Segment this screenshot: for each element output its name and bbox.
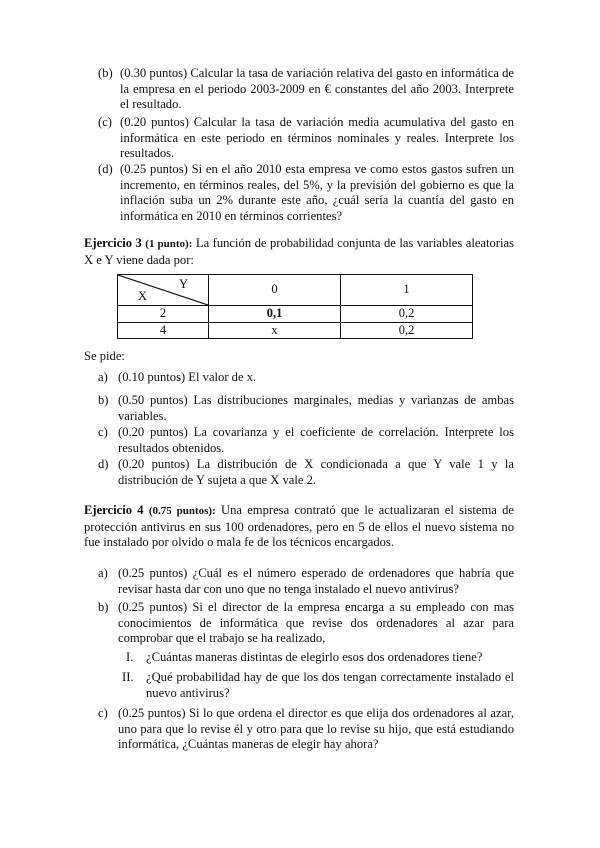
item-text: (0.25 puntos) ¿Cuál es el número esperado de ordenadores que habría que revisar hasta dar con uno que no tenga instalado el nuevo antivirus? [118,566,514,596]
ej3-item-c [98,425,514,456]
ej3-item-d [98,457,514,488]
ej3-item-b [98,393,514,424]
col-header-1: 1 [341,275,473,306]
table-row [118,322,473,339]
item-c-top [98,115,514,162]
ejercicio-4-intro [84,503,514,551]
item-label: a) [98,370,108,384]
cell-value: 0,2 [341,322,473,339]
item-label: d) [98,457,109,471]
item-label: (b) [98,66,113,80]
cell-value: 0,2 [341,306,473,323]
item-label: b) [98,600,109,614]
corner-x-label: X [138,288,148,303]
ejercicio-4-title: Ejercicio 4 [84,503,144,517]
item-label: (c) [98,115,112,129]
cell-value: x [209,322,341,339]
cell-value: 0,1 [209,306,341,323]
ej4-subitem-II [122,670,514,701]
subitem-label: II. [122,670,134,684]
item-text: (0.30 puntos) Calcular la tasa de variación relativa del gasto en informática de la empresa en el periodo 2003-2009 en € constantes del año 2003. Interprete el resultado. [120,66,514,111]
item-label: c) [98,706,108,720]
item-text: (0.10 puntos) El valor de x. [118,370,257,384]
ejercicio-3-intro [84,236,514,268]
ejercicio-4-text: Una empresa contrató que le actualizaran el sistema de protección antivirus en sus 100 ordenadores, pero en 5 de ellos el nuevo sistema no fue instalado por olvido o mala fe de los técnicos encargados. [84,503,514,549]
item-label: (d) [98,162,113,176]
item-label: b) [98,393,109,407]
item-text: (0.20 puntos) La covarianza y el coeficiente de correlación. Interprete los resultados obtenidos. [118,425,514,455]
ej4-item-a [98,566,514,597]
ej3-item-a [98,370,514,386]
item-b-top [98,66,514,113]
subitem-text: ¿Cuántas maneras distintas de elegirlo esos dos ordenadores tiene? [146,650,483,664]
row-x-value: 2 [118,306,209,323]
corner-y-label: Y [178,277,188,291]
item-label: a) [98,566,108,580]
ejercicio-3-text: La función de probabilidad conjunta de las variables aleatorias X e Y viene dada por: [84,236,514,267]
table-row [118,306,473,323]
item-text: (0.25 puntos) Si lo que ordena el director es que elija dos ordenadores al azar, uno para que lo revise él y otro para que lo revise su hijo, que está estudiando informática, ¿Cuántas maneras de elegir hay ahora? [118,706,514,751]
ejercicio-3-title: Ejercicio 3 [84,236,142,250]
item-d-top [98,162,514,224]
subitem-label: I. [126,650,134,664]
subitem-text: ¿Qué probabilidad hay de que los dos tengan correctamente instalado el nuevo antivirus? [146,670,514,700]
item-text: (0.25 puntos) Si el director de la empresa encarga a su empleado con mas conocimientos de informática que revise dos ordenadores al azar para comprobar que el trabajo se ha realizado, [118,600,514,645]
se-pide: Se pide: [84,349,125,363]
item-text: (0.50 puntos) Las distribuciones marginales, medias y varianzas de ambas variables. [118,393,514,423]
item-text: (0.20 puntos) Calcular la tasa de variación media acumulativa del gasto en informática en este periodo en términos nominales y reales. Interprete los resultados. [120,115,514,160]
item-text: (0.20 puntos) La distribución de X condicionada a que Y vale 1 y la distribución de Y sujeta a que X vale 2. [118,457,514,487]
ej4-item-c [98,706,514,753]
ejercicio-4-points: (0.75 puntos): [148,505,216,517]
joint-probability-table [117,274,473,339]
ej4-subitem-I [126,650,514,666]
item-label: c) [98,425,108,439]
item-text: (0.25 puntos) Si en el año 2010 esta empresa ve como estos gastos sufren un incremento, en términos reales, del 5%, y la previsión del gobierno es que la inflación suba un 2% durante este año, ¿cuál sería la cuantía del gasto en informática en 2010 en términos corrientes? [120,162,514,223]
ej4-item-b [98,600,514,647]
ejercicio-3-points: (1 punto): [145,238,193,250]
row-x-value: 4 [118,322,209,339]
col-header-0: 0 [209,275,341,306]
diagonal-line [118,275,208,305]
table-corner-cell [118,275,209,306]
